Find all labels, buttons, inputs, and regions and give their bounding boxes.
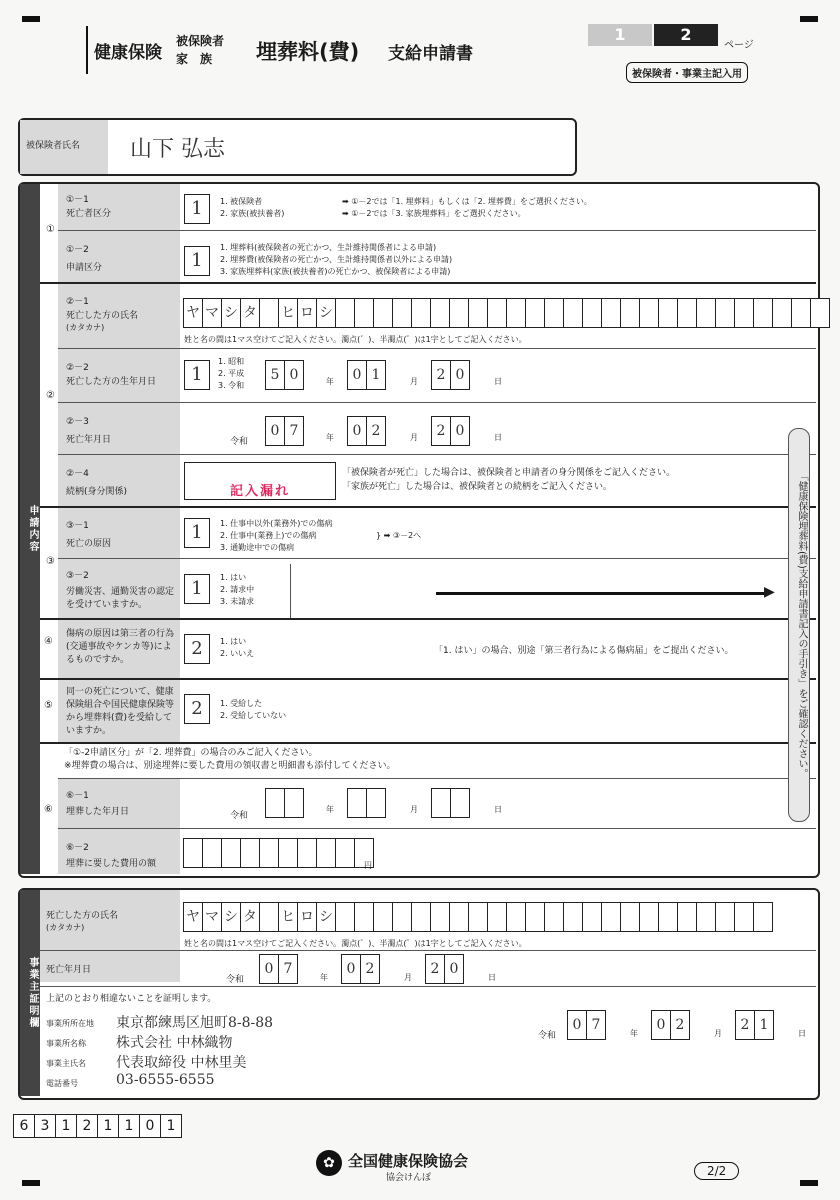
katakana-box[interactable] [753, 902, 773, 932]
q3-2-option-2: 2. 請求中 [220, 585, 255, 594]
q2-1-label: 死亡した方の氏名 [66, 311, 139, 321]
year-unit: 年 [326, 377, 334, 386]
page-tab-1: 1 [588, 24, 652, 46]
address-label: 事業所所在地 [46, 1019, 94, 1028]
amount-digit-box[interactable] [297, 838, 317, 868]
q6-note-1: 「①-2申請区分」が「2. 埋葬費」の場合のみご記入ください。 [64, 748, 318, 758]
q1-1-label: 死亡者区分 [66, 209, 112, 219]
katakana-box[interactable]: ヒ [278, 902, 298, 932]
katakana-box[interactable]: ロ [297, 902, 317, 932]
q2-1-note: 姓と名の間は1マス空けてご記入ください。濁点(゛)、半濁点(゜)は1字としてご記入ください。 [184, 335, 527, 344]
id-digit: 1 [55, 1114, 77, 1138]
insured-name-section [18, 118, 577, 176]
insured-name-value[interactable]: 山下 弘志 [130, 137, 225, 162]
long-arrow [436, 592, 766, 595]
q6-1-day-boxes[interactable] [432, 788, 470, 818]
q6-2-number: ⑥－2 [66, 843, 89, 853]
q2-1-number: ②－1 [66, 297, 89, 307]
form-header [86, 26, 608, 74]
title-family: 家 族 [176, 52, 213, 66]
cert-date-era: 令和 [538, 1031, 557, 1041]
q3-1-option-1: 1. 仕事中以外(業務外)での傷病 [220, 519, 333, 528]
katakana-box[interactable]: ロ [297, 298, 317, 328]
amount-digit-box[interactable] [221, 838, 241, 868]
id-digit: 3 [34, 1114, 56, 1138]
katakana-box[interactable]: ヤ [183, 298, 203, 328]
q6-1-month-boxes[interactable] [348, 788, 386, 818]
q1-1-option-1: 1. 被保険者 [220, 197, 263, 206]
katakana-box[interactable] [677, 298, 697, 328]
q6-1-label: 埋葬した年月日 [66, 807, 130, 817]
employer-certification-section [18, 888, 820, 1100]
q3-1-arrow-note: } ➡ ③－2へ [376, 531, 422, 540]
title-insured: 被保険者 [176, 34, 225, 48]
side-label-employer-text: 事業主証明欄 [27, 957, 38, 1029]
katakana-box[interactable] [411, 298, 431, 328]
day-unit: 日 [798, 1029, 806, 1038]
month-unit: 月 [404, 973, 412, 982]
q2-2-label: 死亡した方の生年月日 [66, 377, 157, 387]
arrow-head-icon: ▶ [764, 584, 775, 600]
divider [40, 506, 816, 508]
katakana-box[interactable] [696, 298, 716, 328]
divider [58, 828, 816, 829]
phone-label: 電話番号 [46, 1079, 78, 1088]
q5-option-2: 2. 受給していない [220, 711, 287, 720]
katakana-box[interactable] [411, 902, 431, 932]
org-subname: 協会けんぽ [386, 1173, 432, 1183]
registration-mark [22, 1180, 40, 1186]
divider [58, 778, 816, 779]
katakana-box[interactable] [373, 902, 393, 932]
katakana-box[interactable] [506, 902, 526, 932]
q4-option-1: 1. はい [220, 637, 247, 646]
katakana-box[interactable] [392, 298, 412, 328]
year-unit: 年 [630, 1029, 638, 1038]
katakana-box[interactable] [734, 902, 754, 932]
katakana-box[interactable] [658, 902, 678, 932]
katakana-box[interactable] [620, 298, 640, 328]
katakana-box[interactable]: シ [221, 902, 241, 932]
employer-katakana-boxes[interactable] [184, 902, 773, 932]
katakana-box[interactable]: タ [240, 298, 260, 328]
q2-2-year-boxes[interactable]: 5 0 [266, 360, 304, 390]
q2-3-month-boxes[interactable]: 0 2 [348, 416, 386, 446]
employer-name-label: 死亡した方の氏名 [46, 911, 119, 921]
katakana-box[interactable] [449, 298, 469, 328]
q3-1-number: ③－1 [66, 521, 89, 531]
katakana-box[interactable] [563, 298, 583, 328]
katakana-box[interactable] [354, 298, 374, 328]
katakana-box[interactable] [601, 902, 621, 932]
owner-value[interactable]: 代表取締役 中林里美 [116, 1055, 247, 1071]
id-digit: 1 [160, 1114, 182, 1138]
side-label-application [20, 184, 40, 874]
divider [58, 402, 816, 403]
registration-mark [800, 1180, 818, 1186]
company-value[interactable]: 株式会社 中林織物 [116, 1035, 233, 1051]
q3-2-option-1: 1. はい [220, 573, 247, 582]
q1-1-number: ①－1 [66, 195, 89, 205]
employer-month-boxes[interactable]: 0 2 [342, 954, 380, 984]
q6-1-number: ⑥－1 [66, 791, 89, 801]
q3-1-option-2: 2. 仕事中(業務上)での傷病 [220, 531, 317, 540]
q1-1-input[interactable]: 1 [184, 194, 210, 224]
katakana-box[interactable]: シ [221, 298, 241, 328]
q4-option-2: 2. いいえ [220, 649, 255, 658]
month-unit: 月 [714, 1029, 722, 1038]
q2-4-note-2: 「家族が死亡」した場合は、被保険者との続柄をご記入ください。 [342, 482, 613, 492]
form-tag: 被保険者・事業主記入用 [626, 62, 748, 83]
month-unit: 月 [410, 805, 418, 814]
q2-2-number: ②－2 [66, 363, 89, 373]
katakana-box[interactable] [791, 298, 811, 328]
q2-2-era-1: 1. 昭和 [218, 357, 245, 366]
org-logo-icon: ✿ [316, 1150, 342, 1176]
employer-day-boxes[interactable]: 2 0 [426, 954, 464, 984]
katakana-box[interactable] [525, 298, 545, 328]
q2-4-number: ②－4 [66, 469, 89, 479]
q5-input[interactable]: 2 [184, 694, 210, 724]
cert-month-boxes[interactable]: 0 2 [652, 1010, 690, 1040]
page-tab-2: 2 [654, 24, 718, 46]
amount-digit-box[interactable] [240, 838, 260, 868]
registration-mark [800, 16, 818, 22]
q5-option-1: 1. 受給した [220, 699, 263, 708]
q2-3-number: ②－3 [66, 417, 89, 427]
katakana-box[interactable] [639, 902, 659, 932]
application-section [18, 182, 820, 878]
yen-unit: 円 [364, 861, 372, 870]
employer-date-era: 令和 [226, 975, 245, 985]
employer-date-label: 死亡年月日 [46, 965, 92, 975]
day-unit: 日 [488, 973, 496, 982]
missing-entry-stamp: 記入漏れ [230, 484, 291, 499]
amount-digit-box[interactable] [202, 838, 222, 868]
divider [40, 950, 816, 951]
katakana-box[interactable]: マ [202, 298, 222, 328]
katakana-box[interactable] [563, 902, 583, 932]
katakana-box[interactable] [259, 902, 279, 932]
divider [290, 564, 291, 618]
katakana-box[interactable] [734, 298, 754, 328]
q2-4-note-1: 「被保険者が死亡」した場合は、被保険者と申請者の身分関係をご記入ください。 [342, 468, 676, 478]
q1-2-input[interactable]: 1 [184, 246, 210, 276]
year-unit: 年 [326, 433, 334, 442]
katakana-box[interactable] [335, 902, 355, 932]
katakana-box[interactable] [639, 298, 659, 328]
side-label-text: 申請内容 [27, 505, 38, 553]
owner-label: 事業主氏名 [46, 1059, 86, 1068]
cert-day-boxes[interactable]: 2 1 [736, 1010, 774, 1040]
divider [40, 618, 816, 620]
katakana-box[interactable] [753, 298, 773, 328]
katakana-box[interactable] [544, 298, 564, 328]
id-digit: 2 [76, 1114, 98, 1138]
month-unit: 月 [410, 433, 418, 442]
q2-2-era-input[interactable]: 1 [184, 360, 210, 390]
title-health-insurance: 健康保険 [94, 43, 162, 63]
q2-1-katakana-boxes[interactable] [184, 298, 830, 328]
circle-3: ③ [46, 556, 55, 567]
employer-year-boxes[interactable]: 0 7 [260, 954, 298, 984]
katakana-box[interactable] [392, 902, 412, 932]
title-burial: 埋葬料(費) [256, 40, 360, 64]
insured-name-label-cell [20, 120, 108, 174]
circle-2: ② [46, 390, 55, 401]
katakana-box[interactable] [335, 298, 355, 328]
side-label-employer [20, 890, 40, 1096]
amount-digit-box[interactable] [183, 838, 203, 868]
katakana-box[interactable] [601, 298, 621, 328]
org-name: 全国健康保険協会 [348, 1152, 469, 1170]
katakana-box[interactable] [449, 902, 469, 932]
q2-3-era: 令和 [230, 437, 249, 447]
address-value[interactable]: 東京都練馬区旭町8-8-88 [116, 1015, 274, 1031]
circle-6: ⑥ [44, 804, 53, 815]
q5-label: 同一の死亡について、健康保険組合や国民健康保険等から埋葬料(費)を受給していますか。 [66, 687, 175, 736]
page-suffix: ページ [724, 40, 754, 51]
katakana-box[interactable] [430, 902, 450, 932]
katakana-box[interactable] [582, 902, 602, 932]
q1-2-option-1: 1. 埋葬料(被保険者の死亡かつ、生計維持関係者による申請) [220, 243, 437, 252]
katakana-box[interactable] [487, 902, 507, 932]
cert-year-boxes[interactable]: 0 7 [568, 1010, 606, 1040]
q2-3-label: 死亡年月日 [66, 435, 112, 445]
phone-value[interactable]: 03-6555-6555 [116, 1072, 215, 1088]
q1-1-note-1: ➡ ①－2では「1. 埋葬料」もしくは「2. 埋葬費」をご選択ください。 [342, 197, 592, 206]
id-digit: 1 [97, 1114, 119, 1138]
katakana-box[interactable] [430, 298, 450, 328]
q2-4-label: 続柄(身分関係) [66, 487, 128, 497]
employer-name-sublabel: (カタカナ) [46, 923, 85, 932]
guide-reference-tab: 「健康保険埋葬料(費)支給申請書記入の手引き」をご確認ください。 [788, 428, 810, 822]
katakana-box[interactable] [772, 298, 792, 328]
q3-2-label: 労働災害、通勤災害の認定を受けていますか。 [66, 587, 175, 610]
katakana-box[interactable]: マ [202, 902, 222, 932]
divider [40, 678, 816, 680]
q6-2-label: 埋葬に要した費用の額 [66, 859, 157, 869]
divider [58, 454, 816, 455]
katakana-box[interactable] [259, 298, 279, 328]
year-unit: 年 [320, 973, 328, 982]
katakana-box[interactable] [620, 902, 640, 932]
q2-2-day-boxes[interactable]: 2 0 [432, 360, 470, 390]
katakana-box[interactable] [373, 298, 393, 328]
q6-1-year-boxes[interactable] [266, 788, 304, 818]
q2-2-era-3: 3. 令和 [218, 381, 245, 390]
divider [58, 348, 816, 349]
month-unit: 月 [410, 377, 418, 386]
katakana-box[interactable]: タ [240, 902, 260, 932]
circle-4: ④ [44, 636, 53, 647]
katakana-box[interactable]: シ [316, 298, 336, 328]
katakana-box[interactable] [715, 902, 735, 932]
q3-2-input[interactable]: 1 [184, 574, 210, 604]
q4-input[interactable]: 2 [184, 634, 210, 664]
q2-2-era-2: 2. 平成 [218, 369, 245, 378]
employer-name-note: 姓と名の間は1マス空けてご記入ください。濁点(゛)、半濁点(゜)は1字としてご記入ください。 [184, 939, 527, 948]
amount-digit-box[interactable] [335, 838, 355, 868]
katakana-box[interactable] [582, 298, 602, 328]
q6-2-amount-boxes[interactable] [184, 838, 374, 868]
q1-1-option-2: 2. 家族(被扶養者) [220, 209, 285, 218]
circle-5: ⑤ [44, 700, 53, 711]
katakana-box[interactable] [354, 902, 374, 932]
day-unit: 日 [494, 433, 502, 442]
katakana-box[interactable]: ヤ [183, 902, 203, 932]
q3-1-option-3: 3. 通勤途中での傷病 [220, 543, 295, 552]
q4-note: 「1. はい」の場合、別途「第三者行為による傷病届」をご提出ください。 [434, 646, 734, 656]
q1-2-option-2: 2. 埋葬費(被保険者の死亡かつ、生計維持関係者以外による申請) [220, 255, 453, 264]
page-number: 2/2 [694, 1162, 739, 1180]
divider [40, 282, 816, 284]
katakana-box[interactable] [487, 298, 507, 328]
q3-1-label: 死亡の原因 [66, 539, 112, 549]
katakana-box[interactable] [468, 902, 488, 932]
q2-2-month-boxes[interactable]: 0 1 [348, 360, 386, 390]
katakana-box[interactable] [677, 902, 697, 932]
year-unit: 年 [326, 805, 334, 814]
q1-2-label: 申請区分 [66, 263, 103, 273]
katakana-box[interactable] [810, 298, 830, 328]
q2-1-sublabel: (カタカナ) [66, 323, 105, 332]
day-unit: 日 [494, 805, 502, 814]
q2-3-year-boxes[interactable]: 0 7 [266, 416, 304, 446]
company-label: 事業所名称 [46, 1039, 86, 1048]
q1-1-note-2: ➡ ①－2では「3. 家族埋葬料」をご選択ください。 [342, 209, 526, 218]
registration-mark [22, 16, 40, 22]
q3-2-option-3: 3. 未請求 [220, 597, 255, 606]
q2-3-day-boxes[interactable]: 2 0 [432, 416, 470, 446]
divider [58, 558, 816, 559]
katakana-box[interactable] [506, 298, 526, 328]
title-application: 支給申請書 [388, 44, 473, 64]
q3-1-input[interactable]: 1 [184, 518, 210, 548]
id-digit: 0 [139, 1114, 161, 1138]
id-digit: 6 [13, 1114, 35, 1138]
katakana-box[interactable]: シ [316, 902, 336, 932]
katakana-box[interactable] [658, 298, 678, 328]
katakana-box[interactable]: ヒ [278, 298, 298, 328]
q1-2-option-3: 3. 家族埋葬料(家族(被扶養者)の死亡かつ、被保険者による申請) [220, 267, 451, 276]
q6-1-era: 令和 [230, 811, 249, 821]
q1-2-number: ①－2 [66, 245, 89, 255]
katakana-box[interactable] [525, 902, 545, 932]
divider [58, 230, 816, 231]
amount-digit-box[interactable] [278, 838, 298, 868]
q4-label: 傷病の原因は第三者の行為(交通事故やケンカ等)によるものですか。 [66, 629, 175, 665]
katakana-box[interactable] [715, 298, 735, 328]
q6-note-2: ※埋葬費の場合は、別途埋葬に要した費用の領収書と明細書も添付してください。 [64, 761, 396, 771]
circle-1: ① [46, 224, 55, 235]
id-digit: 1 [118, 1114, 140, 1138]
amount-digit-box[interactable] [259, 838, 279, 868]
insured-name-label: 被保険者氏名 [26, 141, 81, 151]
katakana-box[interactable] [696, 902, 716, 932]
divider [40, 986, 816, 987]
day-unit: 日 [494, 377, 502, 386]
q3-2-number: ③－2 [66, 571, 89, 581]
katakana-box[interactable] [468, 298, 488, 328]
amount-digit-box[interactable] [316, 838, 336, 868]
certification-statement: 上記のとおり相違ないことを証明します。 [46, 994, 217, 1004]
katakana-box[interactable] [544, 902, 564, 932]
form-id-digits [14, 1114, 182, 1138]
